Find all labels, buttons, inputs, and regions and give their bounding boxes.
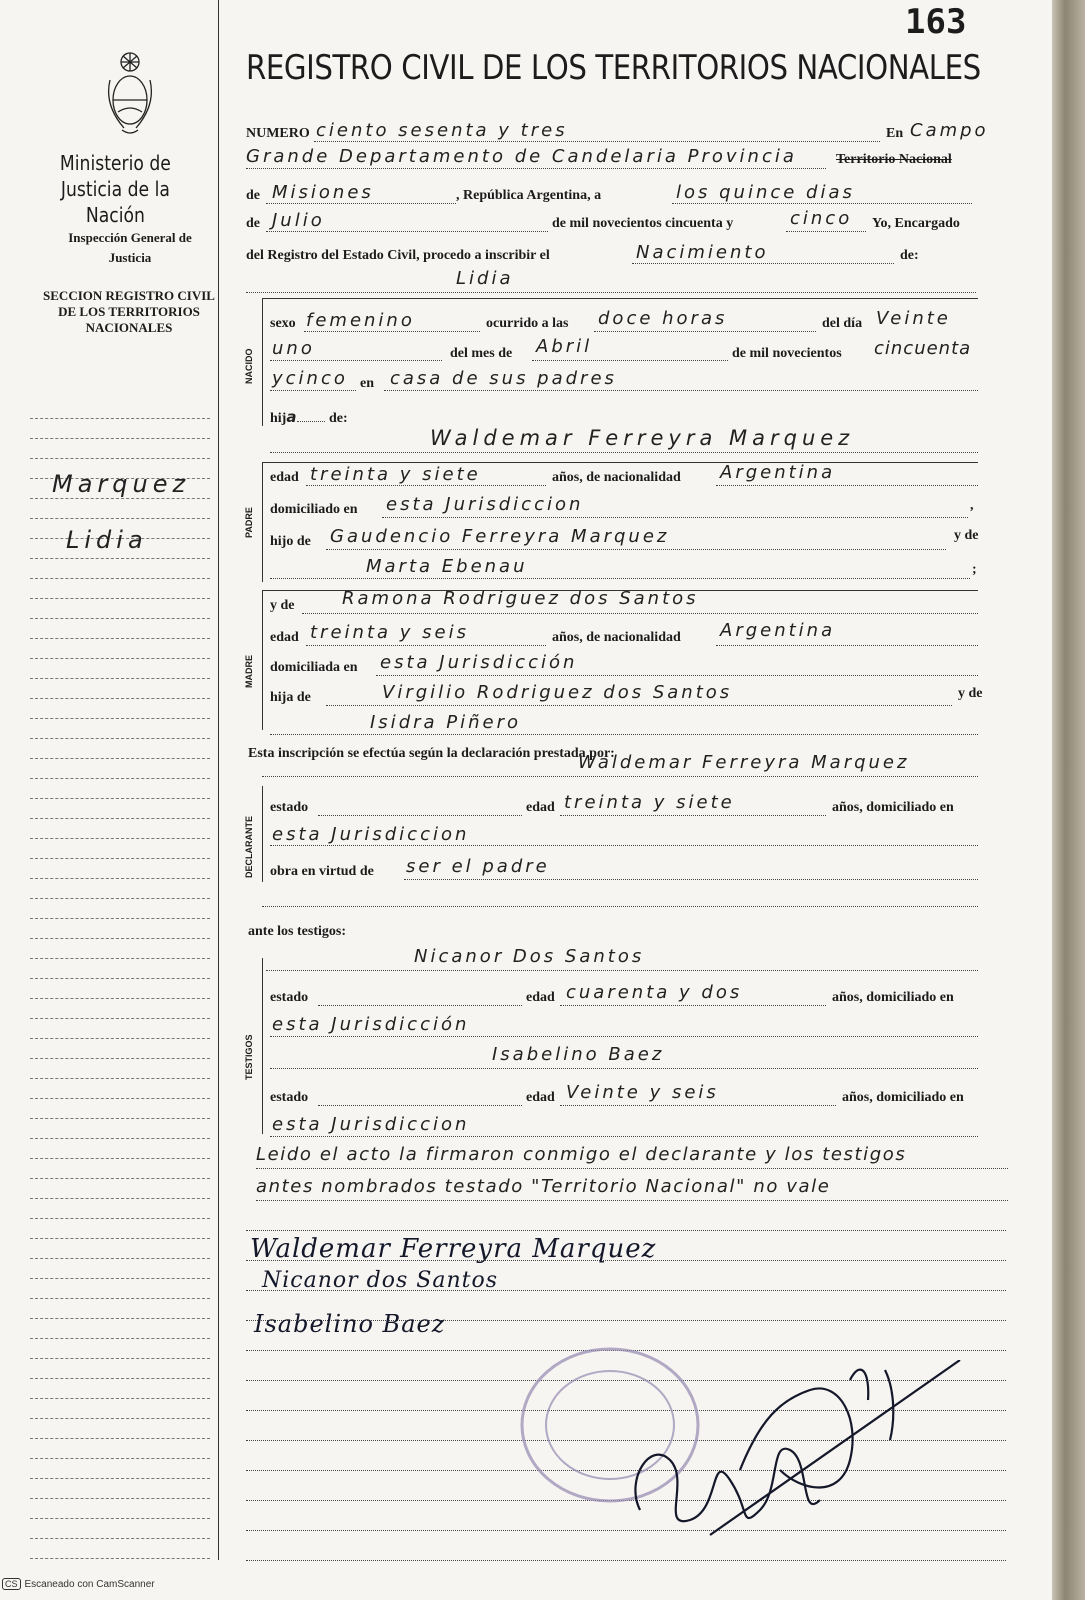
ruled-line: [30, 1058, 210, 1059]
field-hija-suffix: a: [286, 408, 298, 426]
field-nombre: Lidia: [456, 268, 514, 289]
field-anio-nac1: cincuenta: [874, 338, 972, 359]
field-decl-virtud: ser el padre: [406, 856, 550, 877]
ruled-line: [30, 578, 210, 579]
field-numero: ciento sesenta y tres: [316, 120, 568, 141]
field-testigo2: Isabelino Baez: [492, 1044, 665, 1065]
label-ocurrido: ocurrido a las: [486, 316, 569, 331]
label-republica: , República Argentina, a: [456, 188, 602, 203]
ruled-line: [30, 938, 210, 939]
label-anios-t2: años, domiciliado en: [842, 1090, 964, 1105]
ruled-line: [30, 1378, 210, 1379]
ruled-line: [30, 1438, 210, 1439]
label-edad-decl: edad: [526, 800, 555, 815]
ruled-line: [30, 1218, 210, 1219]
side-label-padre: PADRE: [244, 507, 254, 538]
section-name: SECCION REGISTRO CIVIL DE LOS TERRITORIOS NACIONALES: [43, 288, 215, 335]
label-sexo: sexo: [270, 316, 296, 331]
ruled-line: [30, 1398, 210, 1399]
label-de2: de: [246, 216, 260, 231]
ruled-line: [30, 1198, 210, 1199]
field-dia: los quince dias: [676, 182, 855, 203]
field-abuelo-mat: Virgilio Rodriguez dos Santos: [382, 682, 733, 703]
field-decl-dom: esta Jurisdiccion: [272, 824, 470, 845]
ruled-line: [30, 798, 210, 799]
field-acto: Nacimiento: [636, 242, 769, 263]
label-domiciliado-padre: domiciliado en: [270, 502, 358, 517]
label-estado-t1: estado: [270, 990, 309, 1005]
label-encargado: Yo, Encargado: [872, 216, 960, 231]
label-edad-padre: edad: [270, 470, 299, 485]
signature-testigo1: Nicanor dos Santos: [262, 1268, 498, 1293]
ruled-line: [30, 1238, 210, 1239]
signature-testigo2: Isabelino Baez: [254, 1310, 446, 1338]
field-madre-dom: esta Jurisdicción: [380, 652, 578, 673]
ruled-line: [30, 1278, 210, 1279]
label-registro: del Registro del Estado Civil, procedo a inscribir el: [246, 248, 550, 263]
ruled-line: [30, 678, 210, 679]
ruled-line: [30, 838, 210, 839]
ruled-line: [30, 1018, 210, 1019]
label-numero: NUMERO: [246, 126, 310, 141]
side-label-nacido: NACIDO: [244, 348, 254, 384]
page-number: 163: [905, 2, 967, 42]
ruled-line: [30, 458, 210, 459]
label-estado-t2: estado: [270, 1090, 309, 1105]
ruled-line: [30, 958, 210, 959]
ruled-line: [30, 1558, 210, 1559]
ruled-line: [246, 1560, 1006, 1561]
page-title: REGISTRO CIVIL DE LOS TERRITORIOS NACIONALES: [246, 48, 981, 88]
field-testigo1: Nicanor Dos Santos: [414, 946, 645, 967]
label-edad-madre: edad: [270, 630, 299, 645]
label-anios-madre: años, de nacionalidad: [552, 630, 681, 645]
label-de: de: [246, 188, 260, 203]
field-lugar-nac: casa de sus padres: [390, 368, 617, 389]
ruled-line: [30, 978, 210, 979]
ministry-name: Ministerio de Justicia de la Nación: [59, 151, 171, 227]
ruled-line: [30, 438, 210, 439]
label-anios-padre: años, de nacionalidad: [552, 470, 681, 485]
label-hijo-de: hijo de: [270, 534, 311, 549]
ruled-line: [30, 778, 210, 779]
ruled-line: [30, 1538, 210, 1539]
label-de-colon: de:: [900, 248, 919, 263]
ruled-line: [30, 1178, 210, 1179]
ruled-line: [30, 758, 210, 759]
field-lugar2: Grande Departamento de Candelaria Provincia: [246, 146, 797, 167]
field-padre-dom: esta Jurisdiccion: [386, 494, 584, 515]
ruled-line: [30, 1418, 210, 1419]
side-label-declarante: DECLARANTE: [244, 816, 254, 878]
field-madre: Ramona Rodriguez dos Santos: [342, 588, 699, 609]
label-territorio: Territorio Nacional: [836, 152, 952, 167]
label-del-mes: del mes de: [450, 346, 513, 361]
label-hija-de: hija de:: [270, 408, 348, 426]
ruled-line: [30, 718, 210, 719]
ruled-line: [30, 1298, 210, 1299]
label-estado-decl: estado: [270, 800, 309, 815]
field-anio-nac2: ycinco: [272, 368, 348, 389]
ruled-line: [30, 858, 210, 859]
field-padre-edad: treinta y siete: [310, 464, 481, 485]
ruled-line: [30, 658, 210, 659]
field-t1-edad: cuarenta y dos: [566, 982, 743, 1003]
field-t1-dom: esta Jurisdicción: [272, 1014, 470, 1035]
label-y-de3: y de: [958, 686, 983, 701]
ruled-line: [30, 1038, 210, 1039]
field-madre-nac: Argentina: [720, 620, 836, 641]
inspection-name: Inspección General de Justicia: [68, 230, 192, 265]
ruled-line: [30, 1138, 210, 1139]
ruled-line: [30, 1318, 210, 1319]
ruled-line: [30, 1518, 210, 1519]
field-lugar1: Campo: [910, 120, 989, 141]
side-label-madre: MADRE: [244, 655, 254, 688]
registrar-signature-icon: [620, 1360, 980, 1550]
sidebar-divider: [218, 0, 219, 1560]
ruled-line: [30, 1358, 210, 1359]
label-semicolon: ;: [972, 562, 977, 577]
label-y-de2: y de: [270, 598, 295, 613]
field-mes-nac: Abril: [536, 336, 593, 357]
field-hora: doce horas: [598, 308, 728, 329]
label-mil2: de mil novecientos: [732, 346, 842, 361]
label-edad-t2: edad: [526, 1090, 555, 1105]
ruled-line: [30, 1158, 210, 1159]
ruled-line: [30, 518, 210, 519]
ruled-line: [30, 618, 210, 619]
field-madre-edad: treinta y seis: [310, 622, 469, 643]
ruled-line: [30, 638, 210, 639]
ruled-line: [30, 898, 210, 899]
ruled-line: [30, 698, 210, 699]
label-domiciliada: domiciliada en: [270, 660, 358, 675]
ruled-line: [30, 598, 210, 599]
field-cierre2: antes nombrados testado "Territorio Nacional" no vale: [256, 1176, 831, 1197]
ruled-line: [30, 998, 210, 999]
ruled-line: [30, 818, 210, 819]
field-padre-nac: Argentina: [720, 462, 836, 483]
label-mil: de mil novecientos cincuenta y: [552, 216, 734, 231]
ruled-line: [30, 1098, 210, 1099]
field-padre: Waldemar Ferreyra Marquez: [430, 426, 855, 450]
ruled-line: [30, 418, 210, 419]
label-declaracion: Esta inscripción se efectúa según la declaración prestada por:: [248, 746, 615, 761]
signature-declarante: Waldemar Ferreyra Marquez: [250, 1234, 657, 1264]
field-cierre1: Leido el acto la firmaron conmigo el declarante y los testigos: [256, 1144, 907, 1165]
field-abuelo-pat: Gaudencio Ferreyra Marquez: [330, 526, 670, 547]
field-decl-edad: treinta y siete: [564, 792, 735, 813]
field-mes: Julio: [272, 210, 325, 231]
ruled-line: [30, 1478, 210, 1479]
label-hija-de2: hija de: [270, 690, 311, 705]
ruled-line: [30, 1458, 210, 1459]
field-provincia: Misiones: [272, 182, 374, 203]
ruled-line: [30, 558, 210, 559]
scanner-watermark-text: Escaneado con CamScanner: [24, 1579, 155, 1590]
label-en: En: [886, 126, 904, 141]
field-sexo: femenino: [306, 310, 415, 331]
ruled-line: [30, 1258, 210, 1259]
label-edad-t1: edad: [526, 990, 555, 1005]
ruled-line: [30, 1078, 210, 1079]
book-spine-edge: [1052, 0, 1085, 1600]
field-abuela-mat: Isidra Piñero: [370, 712, 522, 733]
ruled-line: [30, 918, 210, 919]
label-del-dia: del día: [822, 316, 863, 331]
side-label-testigos: TESTIGOS: [244, 1034, 254, 1080]
field-abuela-pat: Marta Ebenau: [366, 556, 528, 577]
field-t2-dom: esta Jurisdiccion: [272, 1114, 470, 1135]
ruled-line: [30, 1498, 210, 1499]
field-dia-nac2: uno: [272, 338, 315, 359]
ruled-line: [30, 1118, 210, 1119]
label-anios-decl: años, domiciliado en: [832, 800, 954, 815]
coat-of-arms-icon: [104, 50, 156, 138]
label-en-lc: en: [360, 376, 374, 391]
ruled-line: [30, 498, 210, 499]
label-obra: obra en virtud de: [270, 864, 374, 879]
field-dia-nac1: Veinte: [876, 308, 951, 329]
label-anios-t1: años, domiciliado en: [832, 990, 954, 1005]
ruled-line: [30, 1338, 210, 1339]
ruled-line: [246, 1230, 1006, 1231]
ruled-line: [30, 738, 210, 739]
scanner-watermark: [2, 1578, 155, 1590]
label-testigos: ante los testigos:: [248, 924, 346, 939]
sidebar-given-name: Lidia: [66, 526, 148, 554]
sidebar-surname: Marquez: [52, 470, 191, 498]
label-comma: ,: [970, 498, 974, 513]
field-anio: cinco: [790, 208, 853, 229]
field-declarante: Waldemar Ferreyra Marquez: [578, 752, 910, 773]
scanner-logo-icon: CS: [2, 1578, 21, 1590]
field-t2-edad: Veinte y seis: [566, 1082, 719, 1103]
ruled-line: [30, 878, 210, 879]
label-y-de: y de: [954, 528, 979, 543]
